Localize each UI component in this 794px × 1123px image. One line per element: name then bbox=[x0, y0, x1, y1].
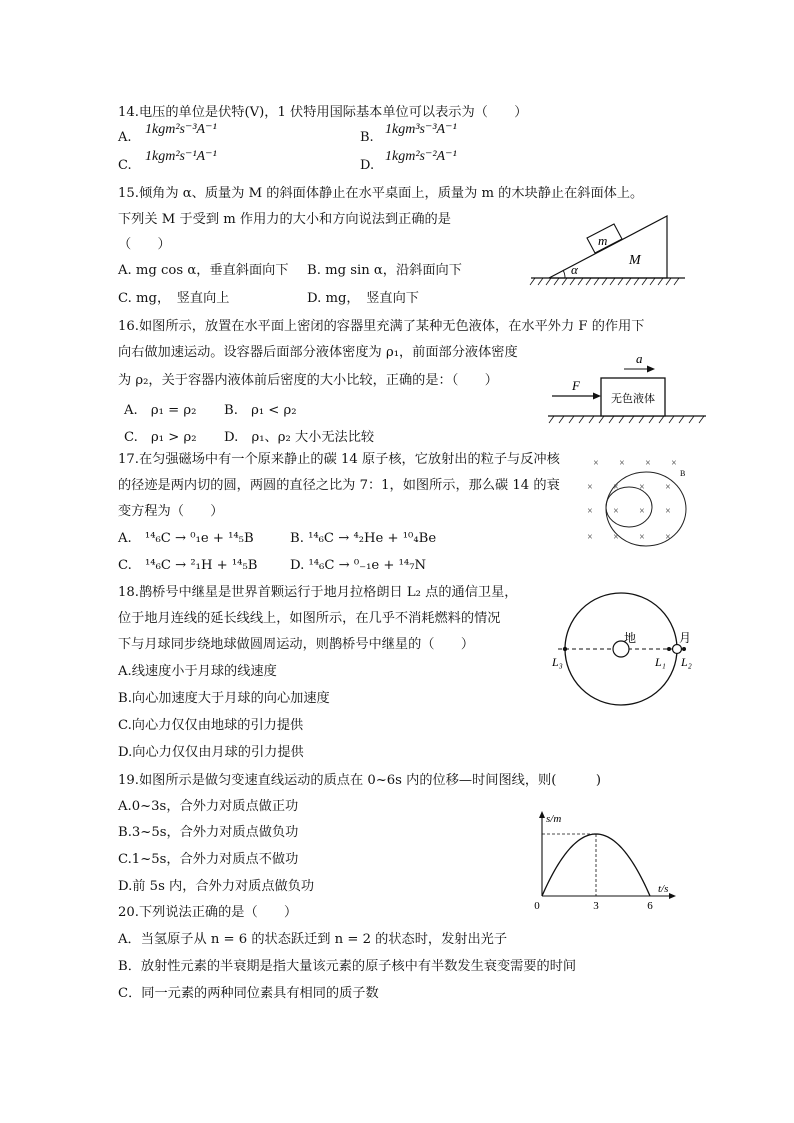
field-cross: × bbox=[593, 458, 599, 469]
incline-triangle bbox=[549, 216, 667, 278]
field-cross: × bbox=[613, 532, 619, 543]
l2-point bbox=[682, 647, 686, 651]
q19-line1: 19.如图所示是做匀变速直线运动的质点在 0~6s 内的位移—时间图线，则( ) bbox=[118, 773, 602, 788]
q17-option-b: B. ¹⁴₆C → ⁴₂He + ¹⁰₄Be bbox=[290, 531, 437, 546]
q18-line2: 位于地月连线的延长线线上，如图所示，在几乎不消耗燃料的情况 bbox=[118, 611, 501, 626]
lagrange-figure bbox=[548, 590, 708, 720]
q16-option-d: D. ρ₁、ρ₂ 大小无法比较 bbox=[224, 430, 375, 445]
q17-option-c: C. ¹⁴₆C → ²₁H + ¹⁴₅B bbox=[118, 558, 258, 573]
field-cross: × bbox=[587, 506, 593, 517]
x-tick-3: 3 bbox=[593, 900, 599, 912]
q16-option-b: B. ρ₁ < ρ₂ bbox=[224, 403, 297, 418]
q15-option-b: B. mg sin α，沿斜面向下 bbox=[307, 263, 462, 278]
q19-option-c: C.1~5s，合外力对质点不做功 bbox=[118, 852, 299, 867]
field-cross: × bbox=[639, 532, 645, 543]
q16-line1: 16.如图所示，放置在水平面上密闭的容器里充满了某种无色液体，在水平外力 F 的作用下 bbox=[118, 319, 645, 334]
magnetic-field-figure bbox=[582, 452, 692, 547]
q14-option-a-label: A. bbox=[118, 130, 132, 145]
q14-option-d-label: D. bbox=[360, 158, 375, 173]
q20-line1: 20.下列说法正确的是（ ） bbox=[118, 905, 298, 920]
q18-option-b: B.向心加速度大于月球的向心加速度 bbox=[118, 691, 330, 706]
field-cross: × bbox=[645, 458, 651, 469]
x-tick-0: 0 bbox=[534, 900, 540, 912]
q15-option-d: D. mg， 竖直向下 bbox=[307, 291, 419, 306]
incline-label: M bbox=[629, 253, 641, 268]
q16-option-c: C. ρ₁ > ρ₂ bbox=[124, 430, 197, 445]
q17-line2: 的径迹是两内切的圆，两圆的直径之比为 7：1，如图所示，那么碳 14 的衰 bbox=[118, 478, 560, 493]
q15-option-c: C. mg， 竖直向上 bbox=[118, 291, 230, 306]
l2-label: L₂ bbox=[681, 655, 692, 669]
q17-line1: 17.在匀强磁场中有一个原来静止的碳 14 原子核，它放射出的粒子与反冲核 bbox=[118, 452, 560, 467]
field-cross: × bbox=[671, 458, 677, 469]
q17-option-d: D. ¹⁴₆C → ⁰₋₁e + ¹⁴₇N bbox=[290, 558, 427, 573]
field-cross: × bbox=[665, 532, 671, 543]
q14-option-c-label: C. bbox=[118, 158, 132, 173]
container-figure bbox=[546, 350, 708, 428]
field-cross: × bbox=[587, 482, 593, 493]
q18-line1: 18.鹊桥号中继星是世界首颗运行于地月拉格朗日 L₂ 点的通信卫星， bbox=[118, 585, 518, 600]
q20-option-a: A．当氢原子从 n = 6 的状态跃迁到 n = 2 的状态时，发射出光子 bbox=[118, 932, 508, 947]
q14-option-b: 1kgm³s⁻³A⁻¹ bbox=[385, 122, 457, 137]
q15-option-a: A. mg cos α，垂直斜面向下 bbox=[118, 263, 289, 278]
field-cross: × bbox=[613, 482, 619, 493]
container-box-label: 无色液体 bbox=[611, 392, 655, 405]
l1-label: L₁ bbox=[655, 655, 666, 669]
displacement-time-chart bbox=[528, 808, 678, 916]
q14-option-d: 1kgm²s⁻²A⁻¹ bbox=[385, 149, 457, 164]
moon-label: 月 bbox=[679, 631, 692, 645]
field-cross: × bbox=[613, 506, 619, 517]
q15-line1: 15.倾角为 α、质量为 M 的斜面体静止在水平桌面上，质量为 m 的木块静止在斜面体上。 bbox=[118, 186, 644, 201]
y-axis-label: s/m bbox=[546, 813, 562, 825]
q20-option-b: B．放射性元素的半衰期是指大量该元素的原子核中有半数发生衰变需要的时间 bbox=[118, 959, 577, 974]
l3-point bbox=[563, 647, 567, 651]
moon bbox=[673, 645, 682, 654]
field-cross: × bbox=[665, 506, 671, 517]
field-label: B bbox=[680, 469, 686, 478]
q16-line2: 向右做加速运动。设容器后面部分液体密度为 ρ₁，前面部分液体密度 bbox=[118, 345, 518, 360]
q18-option-c: C.向心力仅仅由地球的引力提供 bbox=[118, 718, 304, 733]
earth-label: 地 bbox=[624, 631, 637, 645]
q15-line3: （ ） bbox=[118, 237, 171, 252]
q17-option-a: A. ¹⁴₆C → ⁰₁e + ¹⁴₅B bbox=[118, 531, 254, 546]
field-cross: × bbox=[619, 458, 625, 469]
q17-line3: 变方程为（ ） bbox=[118, 504, 224, 519]
force-label: F bbox=[572, 378, 580, 393]
q14-option-a: 1kgm²s⁻³A⁻¹ bbox=[145, 122, 217, 137]
q20-option-c: C．同一元素的两种同位素具有相同的质子数 bbox=[118, 986, 379, 1001]
q14-option-c: 1kgm²s⁻¹A⁻¹ bbox=[145, 149, 217, 164]
q16-line3: 为 ρ₂，关于容器内液体前后密度的大小比较，正确的是：（ ） bbox=[118, 373, 498, 388]
acceleration-label: a bbox=[636, 351, 643, 366]
l1-point bbox=[667, 647, 671, 651]
q18-option-a: A.线速度小于月球的线速度 bbox=[118, 664, 277, 679]
field-cross: × bbox=[665, 482, 671, 493]
q14-stem: 14.电压的单位是伏特(V)，1 伏特用国际基本单位可以表示为（ ） bbox=[118, 105, 528, 120]
field-cross: × bbox=[639, 482, 645, 493]
x-axis-label: t/s bbox=[658, 883, 669, 895]
q14-option-b-label: B. bbox=[360, 130, 374, 145]
field-cross: × bbox=[587, 532, 593, 543]
l3-label: L₃ bbox=[552, 655, 563, 669]
q18-option-d: D.向心力仅仅由月球的引力提供 bbox=[118, 745, 304, 760]
q19-option-d: D.前 5s 内，合外力对质点做负功 bbox=[118, 879, 315, 894]
q19-option-b: B.3~5s，合外力对质点做负功 bbox=[118, 825, 299, 840]
field-cross: × bbox=[639, 506, 645, 517]
x-tick-6: 6 bbox=[647, 900, 653, 912]
q15-line2: 下列关 M 于受到 m 作用力的大小和方向说法到正确的是 bbox=[118, 212, 451, 227]
q18-line3: 下与月球同步绕地球做圆周运动，则鹊桥号中继星的（ ） bbox=[118, 637, 475, 652]
incline-figure bbox=[527, 212, 689, 290]
angle-label: α bbox=[571, 262, 578, 277]
q16-option-a: A. ρ₁ = ρ₂ bbox=[124, 403, 197, 418]
block-label: m bbox=[598, 233, 608, 248]
q19-option-a: A.0~3s，合外力对质点做正功 bbox=[118, 799, 299, 814]
